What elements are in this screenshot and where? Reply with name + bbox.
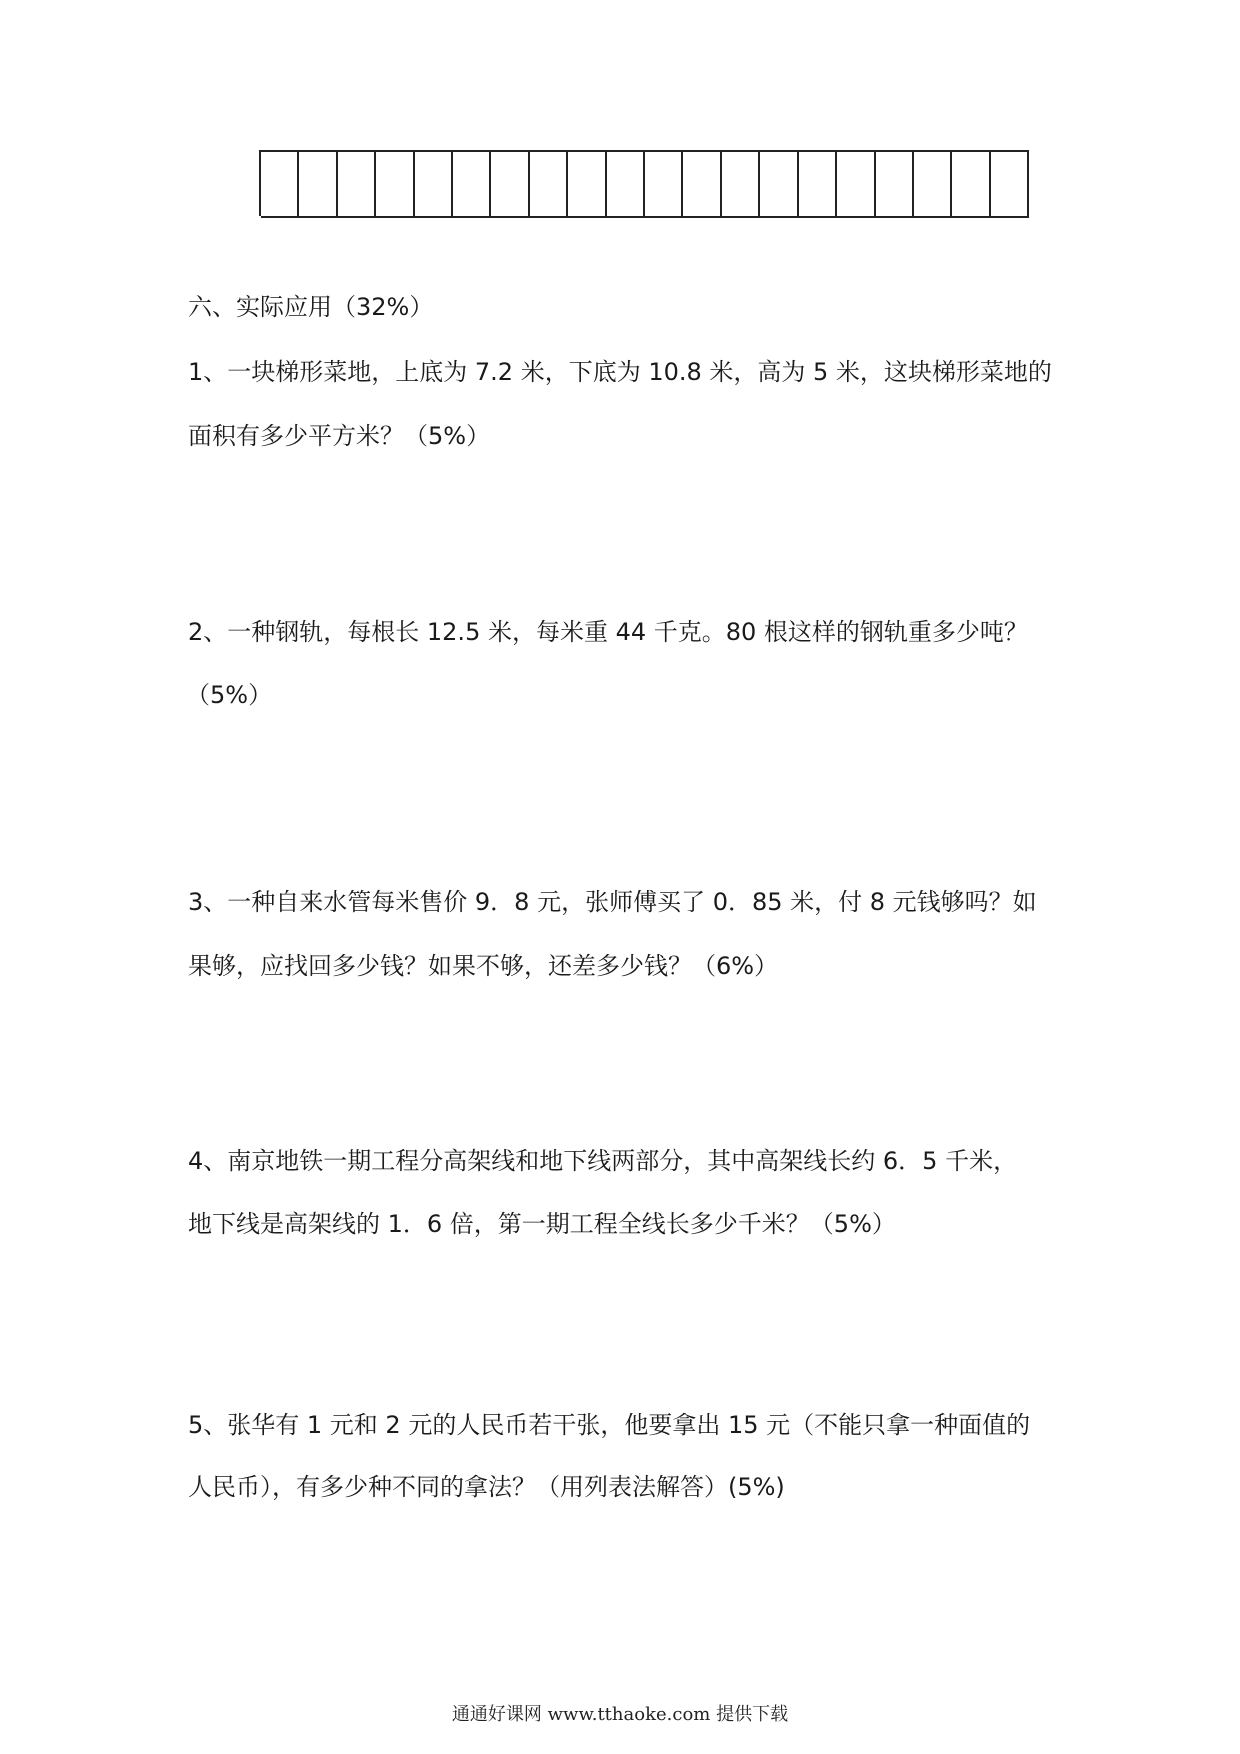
grid-cell (491, 150, 529, 218)
question-5-line-2: 人民币），有多少种不同的拿法？（用列表法解答）(5%) (188, 1473, 785, 1501)
grid-cell (683, 150, 721, 218)
grid-cell (645, 150, 683, 218)
grid-cell (607, 150, 645, 218)
question-3-line-2: 果够，应找回多少钱？如果不够，还差多少钱？（6%） (188, 952, 779, 980)
grid-cell (299, 150, 337, 218)
grid-cell (261, 150, 299, 218)
question-3-line-1: 3、一种自来水管每米售价 9．8 元，张师傅买了 0．85 米，付 8 元钱够吗？如 (188, 888, 1037, 916)
grid-cell (722, 150, 760, 218)
question-1-line-2: 面积有多少平方米？（5%） (188, 422, 491, 450)
grid-cell (799, 150, 837, 218)
grid-cell (876, 150, 914, 218)
question-4-line-2: 地下线是高架线的 1．6 倍，第一期工程全线长多少千米？（5%） (188, 1210, 896, 1238)
grid-cell (530, 150, 568, 218)
grid-cell (952, 150, 990, 218)
grid-cell (338, 150, 376, 218)
grid-cell (914, 150, 952, 218)
grid-cell (837, 150, 875, 218)
question-5-line-1: 5、张华有 1 元和 2 元的人民币若干张，他要拿出 15 元（不能只拿一种面值的 (188, 1411, 1031, 1439)
question-4-line-1: 4、南京地铁一期工程分高架线和地下线两部分，其中高架线长约 6．5 千米， (188, 1147, 1018, 1175)
question-1-line-1: 1、一块梯形菜地，上底为 7.2 米，下底为 10.8 米，高为 5 米，这块梯形菜地的 (188, 358, 1052, 386)
question-2-line-1: 2、一种钢轨，每根长 12.5 米，每米重 44 千克。80 根这样的钢轨重多少吨？ (188, 618, 1028, 646)
grid-cell (760, 150, 798, 218)
grid-cell (991, 150, 1029, 218)
section-title: 六、实际应用（32%） (188, 293, 434, 321)
grid-cell (568, 150, 606, 218)
question-2-line-2: （5%） (186, 681, 273, 709)
footer-credit: 通通好课网 www.tthaoke.com 提供下载 (451, 1704, 789, 1725)
grid-cell (415, 150, 453, 218)
grid-cell (376, 150, 414, 218)
answer-grid (259, 150, 1029, 216)
grid-cell (453, 150, 491, 218)
